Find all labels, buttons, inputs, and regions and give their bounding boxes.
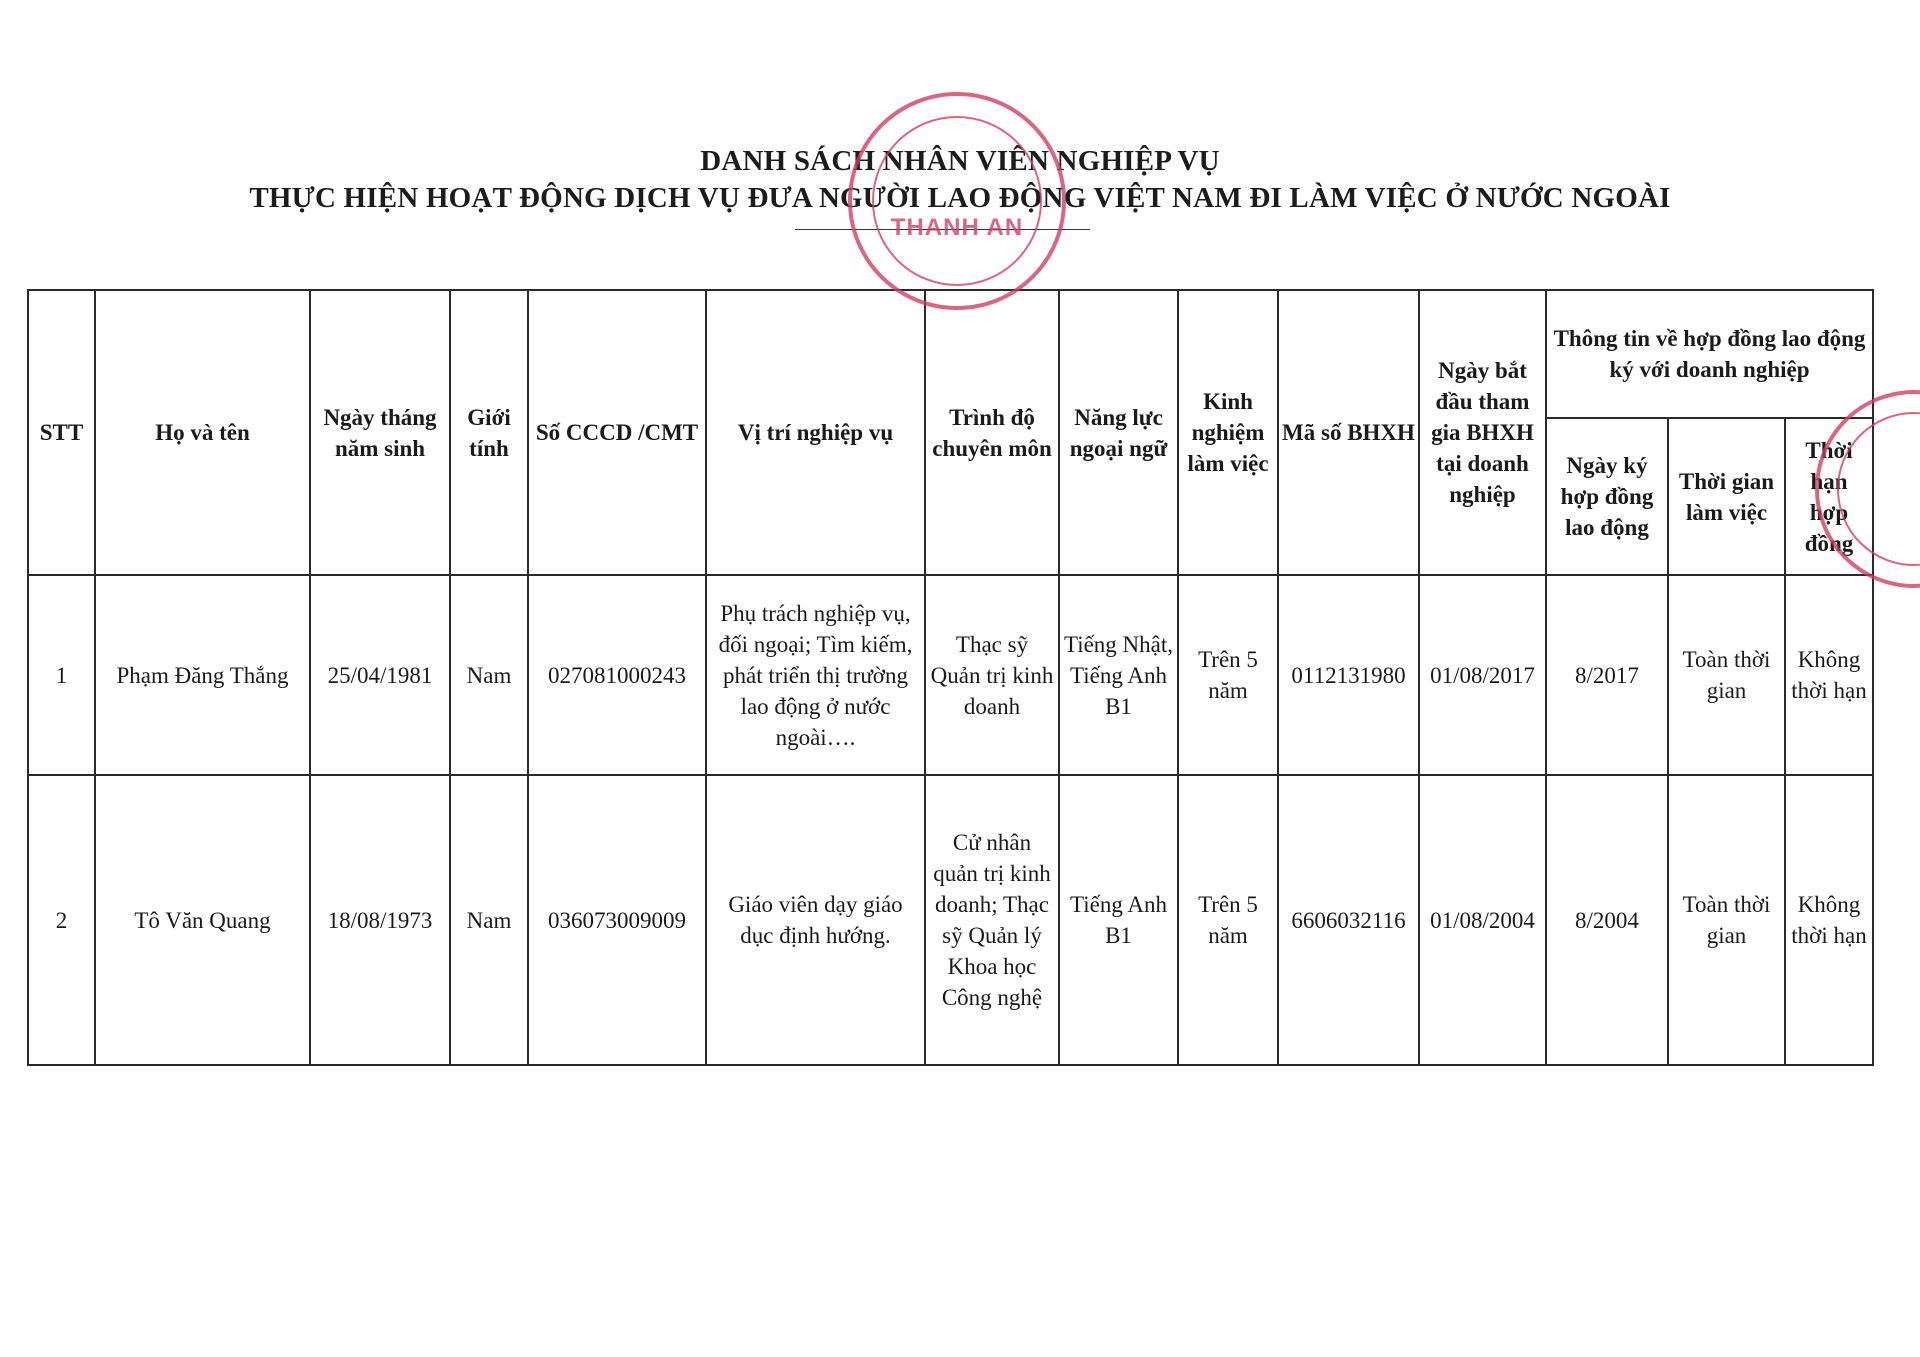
employee-table [27, 289, 1874, 1066]
cell-bhxh: 0112131980 [1278, 575, 1419, 775]
table-row [28, 775, 1873, 1065]
cell-experience: Trên 5 năm [1178, 775, 1278, 1065]
cell-dob: 18/08/1973 [310, 775, 450, 1065]
header-contract-date: Ngày ký hợp đồng lao động [1546, 418, 1668, 575]
cell-stt: 2 [28, 775, 95, 1065]
cell-id: 036073009009 [528, 775, 706, 1065]
cell-bhxh: 6606032116 [1278, 775, 1419, 1065]
cell-language: Tiếng Nhật, Tiếng Anh B1 [1059, 575, 1178, 775]
cell-contract-term: Không thời hạn [1785, 575, 1873, 775]
document-title: DANH SÁCH NHÂN VIÊN NGHIỆP VỤ [700, 145, 1220, 177]
cell-language: Tiếng Anh B1 [1059, 775, 1178, 1065]
header-gender: Giới tính [450, 290, 528, 575]
header-bhxh-start: Ngày bắt đầu tham gia BHXH tại doanh nghiệp [1419, 290, 1546, 575]
header-contract-term: Thời hạn hợp đồng [1785, 418, 1873, 575]
cell-bhxh-start: 01/08/2017 [1419, 575, 1546, 775]
header-work-time: Thời gian làm việc [1668, 418, 1785, 575]
header-bhxh: Mã số BHXH [1278, 290, 1419, 575]
cell-contract-term: Không thời hạn [1785, 775, 1873, 1065]
cell-contract-date: 8/2004 [1546, 775, 1668, 1065]
company-seal-text: THANH AN [890, 214, 1024, 241]
header-position: Vị trí nghiệp vụ [706, 290, 925, 575]
document-subtitle: THỰC HIỆN HOẠT ĐỘNG DỊCH VỤ ĐƯA NGƯỜI LAO ĐỘNG VIỆT NAM ĐI LÀM VIỆC Ở NƯỚC NGOÀI [249, 182, 1671, 214]
cell-dob: 25/04/1981 [310, 575, 450, 775]
header-experience: Kinh nghiệm làm việc [1178, 290, 1278, 575]
cell-id: 027081000243 [528, 575, 706, 775]
cell-experience: Trên 5 năm [1178, 575, 1278, 775]
header-stt: STT [28, 290, 95, 575]
table-row [28, 575, 1873, 775]
header-dob: Ngày tháng năm sinh [310, 290, 450, 575]
cell-position: Giáo viên dạy giáo dục định hướng. [706, 775, 925, 1065]
cell-name: Phạm Đăng Thắng [95, 575, 310, 775]
header-contract-group: Thông tin về hợp đồng lao động ký với doanh nghiệp [1546, 290, 1873, 418]
cell-stt: 1 [28, 575, 95, 775]
margin-seal-inner-ring [1837, 412, 1920, 566]
cell-education: Cử nhân quản trị kinh doanh; Thạc sỹ Quản lý Khoa học Công nghệ [925, 775, 1059, 1065]
cell-work-time: Toàn thời gian [1668, 575, 1785, 775]
cell-education: Thạc sỹ Quản trị kinh doanh [925, 575, 1059, 775]
header-language: Năng lực ngoại ngữ [1059, 290, 1178, 575]
header-id: Số CCCD /CMT [528, 290, 706, 575]
company-seal [848, 92, 1066, 310]
header-name: Họ và tên [95, 290, 310, 575]
cell-work-time: Toàn thời gian [1668, 775, 1785, 1065]
header-education: Trình độ chuyên môn [925, 290, 1059, 575]
company-seal-inner-ring [872, 116, 1042, 286]
cell-gender: Nam [450, 575, 528, 775]
cell-name: Tô Văn Quang [95, 775, 310, 1065]
cell-gender: Nam [450, 775, 528, 1065]
cell-contract-date: 8/2017 [1546, 575, 1668, 775]
cell-bhxh-start: 01/08/2004 [1419, 775, 1546, 1065]
cell-position: Phụ trách nghiệp vụ, đối ngoại; Tìm kiếm, phát triển thị trường lao động ở nước ngoài…. [706, 575, 925, 775]
